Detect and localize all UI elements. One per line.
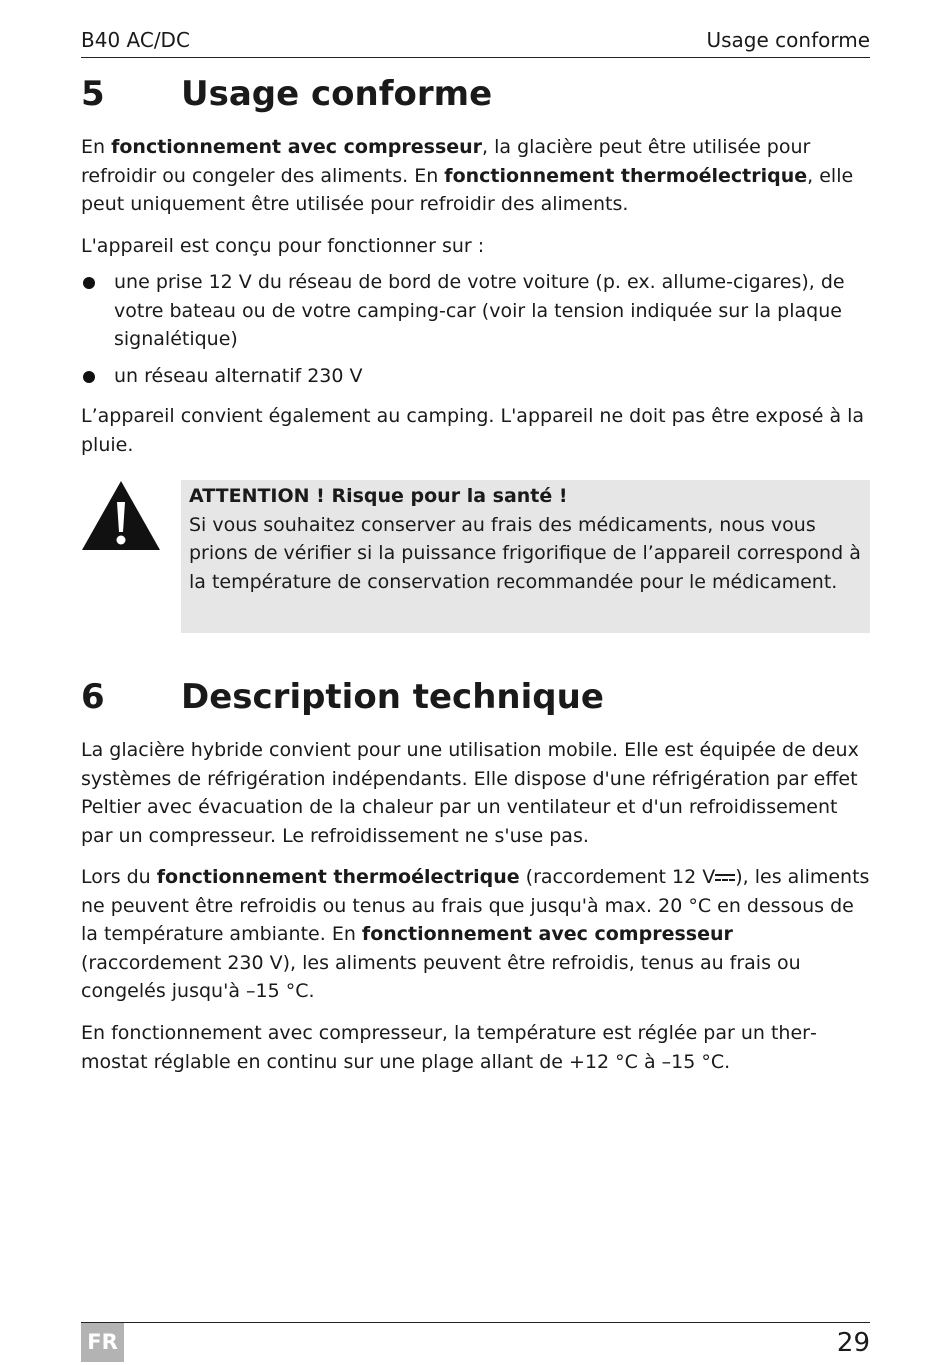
bold-run: fonctionnement avec compresseur <box>111 136 483 158</box>
text-run: , elle peut uniquement être utilisée pour refroidir des aliments. <box>81 164 854 215</box>
list-item <box>81 268 870 354</box>
list-item-text: un réseau alternatif 230 V <box>114 364 363 387</box>
warning-triangle-icon <box>81 480 161 552</box>
section-6-paragraph-1: La glacière hybride convient pour une utilisation mobile. Elle est équipée de deux systèmes de réfrigération indépendants. Elle dispose d'une réfrigération par effet Peltier avec évacuation de la chaleur par un ventilateur et d'un refroidissement par un compresseur. Le refroidissement ne s'use pas. <box>81 739 859 847</box>
bullet-icon <box>83 371 95 383</box>
list-item <box>81 362 870 391</box>
header-model: B40 AC/DC <box>81 28 190 52</box>
power-source-list <box>81 268 870 398</box>
section-6-paragraph-2 <box>81 863 870 1006</box>
section-6-title: Description technique <box>181 677 604 717</box>
bold-run: fonctionnement thermoélectrique <box>156 866 520 888</box>
section-5-heading <box>81 74 492 114</box>
language-badge: FR <box>81 1323 124 1362</box>
footer-divider <box>81 1322 870 1323</box>
bold-run: fonctionnement thermoélectrique <box>444 164 808 187</box>
section-5-paragraph-1 <box>81 133 870 219</box>
section-6-number: 6 <box>81 677 105 717</box>
text-run: , la glacière peut être utilisée pour refroidir ou congeler des aliments. En <box>81 136 811 187</box>
text-run: En <box>81 136 112 158</box>
document-page <box>81 0 870 1365</box>
section-5-paragraph-2: L'appareil est conçu pour fonctionner sur : <box>81 235 485 257</box>
bullet-icon <box>83 277 95 289</box>
page-header <box>81 27 870 58</box>
section-5-title: Usage conforme <box>181 74 493 114</box>
text-run: ), les aliments ne peuvent être refroidis ou tenus au frais que jusqu'à max. 20 °C en dessous de la température ambiante. En <box>81 866 870 945</box>
list-item-text: une prise 12 V du réseau de bord de votre voiture (p. ex. allume-cigares), de votre bateau ou de votre camping-car (voir la tension indiquée sur la plaque signalétique) <box>114 271 845 350</box>
section-6-paragraph-3: En fonctionnement avec compresseur, la température est réglée par un thermostat réglable en continu sur une plage allant de +12 °C à –15 °C. <box>81 1022 817 1073</box>
page-number: 29 <box>836 1328 870 1358</box>
bold-run: fonctionnement avec compresseur <box>361 923 733 945</box>
direct-current-icon <box>715 872 735 882</box>
text-run: Lors du <box>81 866 157 888</box>
section-6-heading <box>81 677 604 717</box>
text-run: (raccordement 12 V <box>519 866 716 888</box>
section-5-number: 5 <box>81 74 105 114</box>
warning-text: Si vous souhaitez conserver au frais des médicaments, nous vous prions de vérifier si la puissance frigorifique de l’appareil correspond à la température de conservation recommandée pour le médicament. <box>189 513 861 593</box>
health-warning-box <box>181 480 870 633</box>
warning-title: ATTENTION ! Risque pour la santé ! <box>189 485 568 507</box>
section-5-paragraph-3: L’appareil convient également au camping. L'appareil ne doit pas être exposé à la pluie. <box>81 405 865 456</box>
header-section: Usage conforme <box>706 28 870 52</box>
text-run: (raccordement 230 V), les aliments peuvent être refroidis, tenus au frais ou congelés jusqu'à –15 °C. <box>81 951 801 1002</box>
